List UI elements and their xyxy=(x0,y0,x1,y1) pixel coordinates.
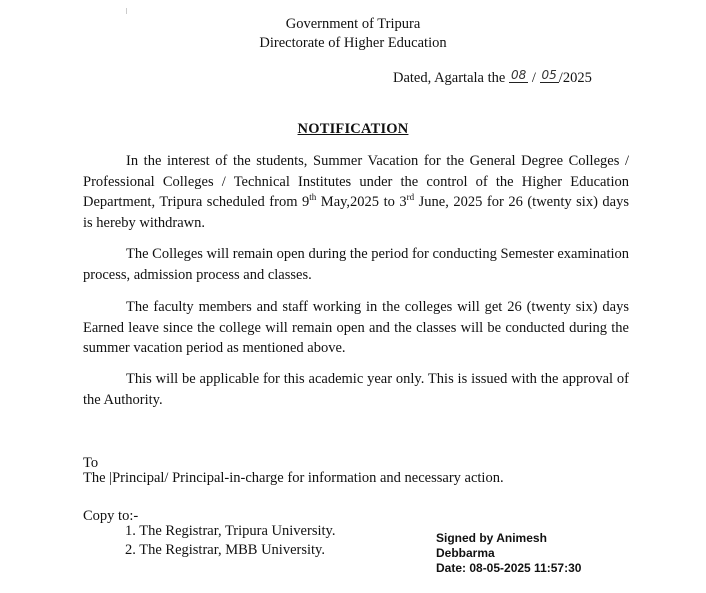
paragraph-3: The faculty members and staff working in the colleges will get 26 (twenty six) days Earned leave since the college will remain open and the classes will be conducted during the summer vacation period as mentioned above. xyxy=(83,299,629,356)
copy-to-item-2: 2. The Registrar, MBB University. xyxy=(125,542,325,558)
p1-text-b: May,2025 to 3 xyxy=(316,194,407,210)
scan-mark xyxy=(126,8,127,14)
paragraph-1 xyxy=(83,151,629,233)
copy-to-item-1: 1. The Registrar, Tripura University. xyxy=(125,523,336,539)
date-year: /2025 xyxy=(558,70,592,86)
notification-title: NOTIFICATION xyxy=(297,121,409,137)
signature-line-1: Signed by Animesh xyxy=(436,531,547,545)
header-government: Government of Tripura xyxy=(285,16,421,32)
to-label: To xyxy=(83,455,99,471)
date-day-handwritten: 08 xyxy=(510,68,527,82)
p1-text-c: June, 2025 for 26 (twenty six) days is hereby withdrawn. xyxy=(83,194,629,231)
paragraph-2: The Colleges will remain open during the period for conducting Semester examination process, admission process and classes. xyxy=(83,246,629,283)
signature-line-2: Debbarma xyxy=(436,546,495,560)
recipient-line: The |Principal/ Principal-in-charge for information and necessary action. xyxy=(83,470,504,486)
date-prefix: Dated, Agartala the xyxy=(393,70,506,86)
p1-sup-th: th xyxy=(309,192,317,203)
date-line: Dated, Agartala the 08 / 05 /2025 xyxy=(393,68,592,86)
header-directorate: Directorate of Higher Education xyxy=(259,35,447,51)
p1-text-a: In the interest of the students, Summer Vacation for the General Degree Colleges / Professional Colleges / Technical Institutes under the control of the Higher Education Department, Tripura scheduled from 9 xyxy=(83,153,629,210)
digital-signature xyxy=(436,531,676,576)
copy-to-label: Copy to:- xyxy=(83,508,139,524)
date-month-handwritten: 05 xyxy=(541,68,557,82)
signature-date: Date: 08-05-2025 11:57:30 xyxy=(436,561,582,575)
paragraph-4: This will be applicable for this academic year only. This is issued with the approval of the Authority. xyxy=(83,371,629,408)
p1-sup-rd: rd xyxy=(406,192,415,203)
